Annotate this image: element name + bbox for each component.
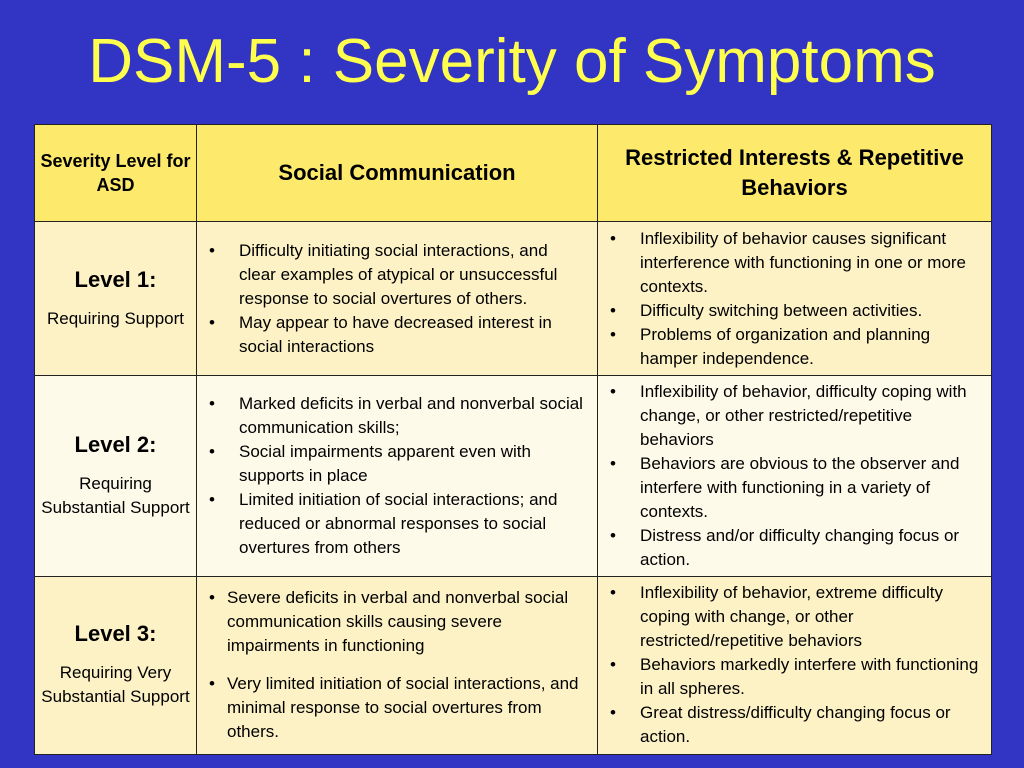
social-communication-cell — [197, 222, 598, 376]
list-item: • Great distress/difficulty changing focus or action. — [610, 701, 981, 749]
list-item: • Inflexibility of behavior, difficulty coping with change, or other restricted/repetitive behaviors — [610, 380, 981, 452]
level-name: Level 1: — [74, 266, 157, 292]
restricted-behaviors-cell — [598, 222, 992, 376]
restricted-behaviors-cell — [598, 376, 992, 576]
social-communication-cell — [197, 576, 598, 754]
list-item: • Marked deficits in verbal and nonverbal social communication skills; — [209, 392, 587, 440]
level-cell — [35, 376, 197, 576]
level-cell — [35, 222, 197, 376]
list-item: • May appear to have decreased interest in social interactions — [209, 311, 587, 359]
list-item: • Difficulty switching between activities. — [610, 299, 981, 323]
level-cell — [35, 576, 197, 754]
list-item: • Difficulty initiating social interactions, and clear examples of atypical or unsuccessful response to social overtures of others. — [209, 239, 587, 311]
list-item: • Distress and/or difficulty changing focus or action. — [610, 524, 981, 572]
level-description: Requiring Very Substantial Support — [41, 663, 190, 707]
restricted-behaviors-cell — [598, 576, 992, 754]
list-item: • Limited initiation of social interactions; and reduced or abnormal responses to social overtures from others — [209, 488, 587, 560]
list-item: • Severe deficits in verbal and nonverbal social communication skills causing severe impairments in functioning — [209, 586, 587, 658]
social-communication-cell — [197, 376, 598, 576]
table-row-level-1 — [35, 222, 992, 376]
list-item: • Inflexibility of behavior, extreme difficulty coping with change, or other restricted/repetitive behaviors — [610, 581, 981, 653]
list-item: • Problems of organization and planning hamper independence. — [610, 323, 981, 371]
list-item: • Behaviors markedly interfere with functioning in all spheres. — [610, 653, 981, 701]
level-name: Level 3: — [74, 621, 157, 647]
list-item: • Social impairments apparent even with supports in place — [209, 440, 587, 488]
level-name: Level 2: — [74, 431, 157, 457]
table-row-level-2 — [35, 376, 992, 576]
slide-title: DSM-5 : Severity of Symptoms — [88, 27, 936, 96]
level-description: Requiring Substantial Support — [41, 473, 190, 517]
header-social-communication: Social Communication — [197, 125, 598, 222]
level-description: Requiring Support — [46, 308, 185, 328]
header-restricted-interests: Restricted Interests & Repetitive Behaviors — [598, 125, 992, 222]
severity-table — [34, 124, 992, 755]
list-item: • Very limited initiation of social interactions, and minimal response to social overtures from others. — [209, 672, 587, 744]
header-severity-level: Severity Level for ASD — [35, 125, 197, 222]
table-row-level-3 — [35, 576, 992, 754]
list-item: • Behaviors are obvious to the observer and interfere with functioning in a variety of contexts. — [610, 452, 981, 524]
header-row — [35, 125, 992, 222]
list-item: • Inflexibility of behavior causes significant interference with functioning in one or more contexts. — [610, 227, 981, 299]
